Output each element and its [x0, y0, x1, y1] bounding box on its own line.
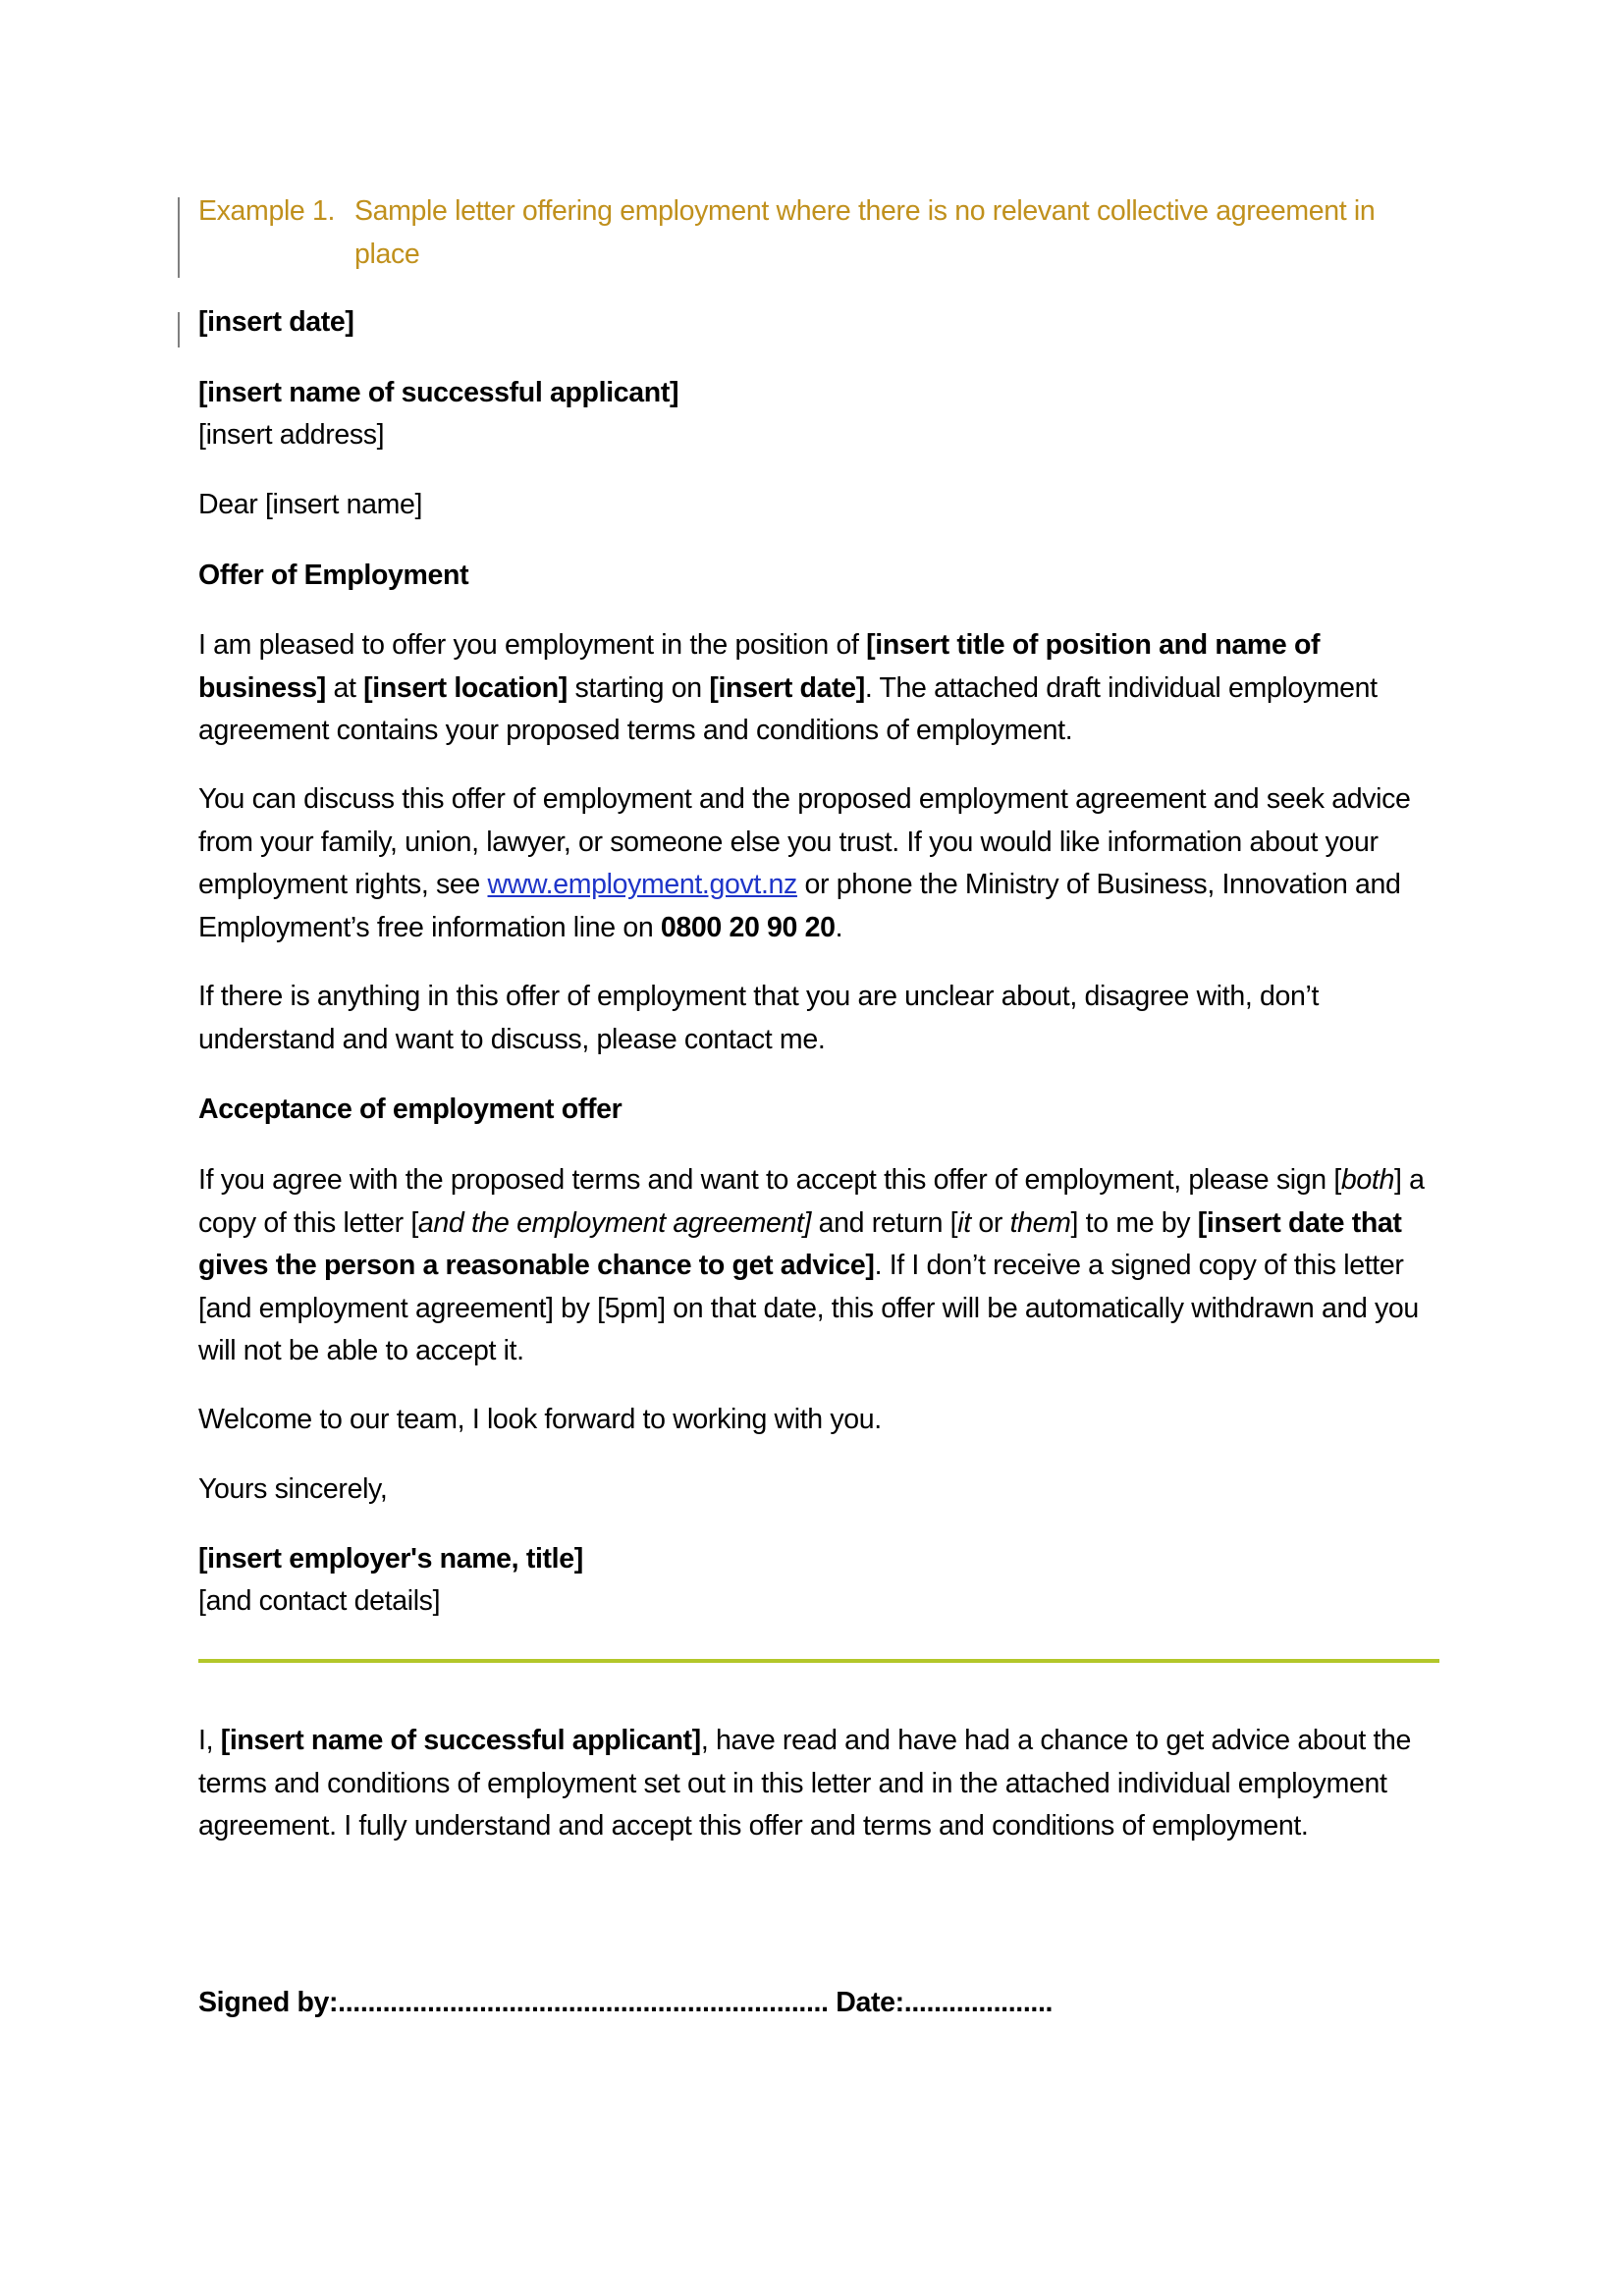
position-placeholder: [insert title of position and name of business]: [198, 629, 1321, 704]
deadline-placeholder: [insert date that gives the person a reasonable chance to get advice]: [198, 1206, 1402, 1281]
text-run: or phone the Ministry of Business, Innovation and Employment’s free information line on: [198, 869, 1401, 943]
text-run-italic: both: [1340, 1164, 1394, 1196]
location-placeholder: [insert location]: [363, 671, 568, 704]
text-run: ] to me by: [1070, 1206, 1198, 1239]
text-run: ] a copy of this letter [: [198, 1164, 1425, 1239]
welcome-line: Welcome to our team, I look forward to working with you.: [198, 1404, 882, 1435]
advice-paragraph: [198, 778, 1437, 949]
text-run: starting on: [567, 671, 710, 704]
recipient-address: [insert address]: [198, 419, 385, 451]
phone-number: 0800 20 90 20: [660, 911, 836, 943]
start-date-placeholder: [insert date]: [709, 671, 865, 704]
acceptance-heading: Acceptance of employment offer: [198, 1094, 623, 1125]
text-run: If you agree with the proposed terms and want to accept this offer of employment, please sign [: [198, 1164, 1341, 1196]
text-run-italic: it: [957, 1206, 971, 1239]
text-run: .: [835, 911, 843, 943]
recipient-name: [insert name of successful applicant]: [198, 377, 679, 408]
closing-line: Yours sincerely,: [198, 1473, 388, 1505]
text-run: I am pleased to offer you employment in the position of: [198, 629, 867, 661]
change-bar: [178, 312, 180, 347]
offer-heading: Offer of Employment: [198, 560, 469, 591]
text-run: I,: [198, 1725, 221, 1756]
text-run: . The attached draft individual employment agreement contains your proposed terms and conditions of employment.: [198, 671, 1378, 746]
applicant-name-placeholder: [insert name of successful applicant]: [220, 1725, 701, 1756]
text-run: , have read and have had a chance to get advice about the terms and conditions of employment set out in this letter and in the attached individual employment agreement. I fully understand and accept this offer and terms and conditions of employment.: [198, 1725, 1412, 1842]
text-run: . If I don’t receive a signed copy of this letter [and employment agreement] by [5pm] on that date, this offer will be automatically withdrawn and you will not be able to accept it.: [198, 1250, 1419, 1366]
employment-website-link[interactable]: www.employment.govt.nz: [487, 869, 797, 900]
text-run-italic: them: [1009, 1206, 1071, 1239]
example-title: Sample letter offering employment where there is no relevant collective agreement in place: [354, 195, 1376, 270]
section-divider: [198, 1659, 1439, 1663]
text-run: and return [: [811, 1206, 958, 1239]
salutation: Dear [insert name]: [198, 489, 423, 520]
contact-paragraph: If there is anything in this offer of employment that you are unclear about, disagree with, don’t understand and want to discuss, please contact me.: [198, 981, 1320, 1055]
date-placeholder: [insert date]: [198, 306, 354, 338]
text-run: You can discuss this offer of employment and the proposed employment agreement and seek advice from your family, union, lawyer, or someone else you trust. If you would like information about your employment rights, see: [198, 783, 1411, 900]
example-number: Example 1.: [198, 195, 336, 227]
signatory-name: [insert employer's name, title]: [198, 1543, 583, 1575]
text-run: at: [325, 671, 364, 704]
acceptance-statement: [198, 1720, 1437, 1848]
change-bar: [178, 197, 180, 278]
signature-line: Signed by:.................................................................. Date:....................: [198, 1987, 1054, 2018]
offer-paragraph: [198, 624, 1437, 753]
acceptance-paragraph: [198, 1159, 1437, 1373]
text-run: or: [970, 1206, 1010, 1239]
signatory-contact: [and contact details]: [198, 1585, 441, 1617]
text-run-italic: and the employment agreement]: [417, 1206, 812, 1239]
